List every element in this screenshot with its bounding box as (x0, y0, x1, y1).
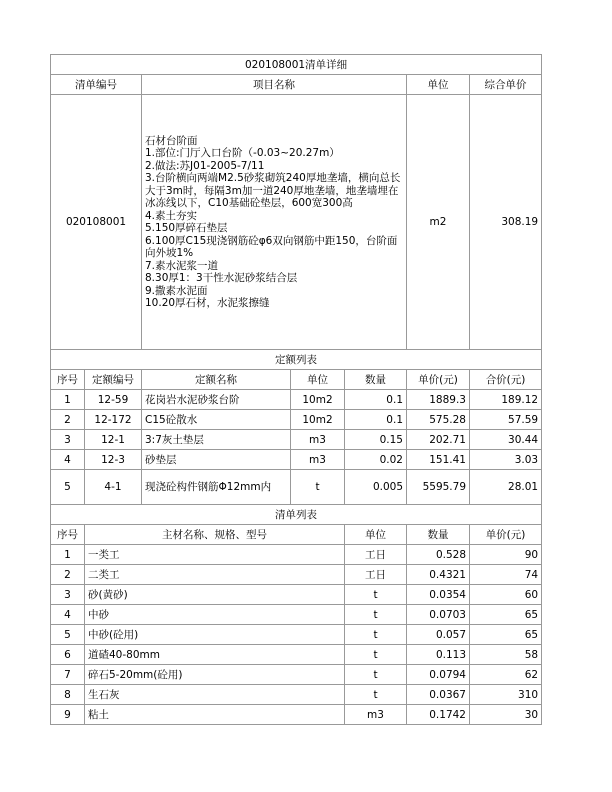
quota-cell: 花岗岩水泥砂浆台阶 (142, 390, 291, 410)
materials-header-row (51, 525, 542, 545)
table-row (51, 585, 542, 605)
materials-cell: 65 (470, 625, 542, 645)
header-row (51, 75, 542, 95)
table-row (51, 705, 542, 725)
materials-cell: 0.0703 (407, 605, 470, 625)
quota-cell: 1889.3 (407, 390, 470, 410)
table-row (51, 430, 542, 450)
quota-cell: 3 (51, 430, 85, 450)
item-description (142, 95, 407, 350)
quota-header-cell: 合价(元) (470, 370, 542, 390)
materials-cell: 58 (470, 645, 542, 665)
quota-cell: 57.59 (470, 410, 542, 430)
materials-cell: 中砂(砼用) (85, 625, 345, 645)
quota-cell: 0.1 (345, 390, 407, 410)
description-line: 10.20厚石材，水泥浆擦缝 (145, 297, 270, 309)
materials-cell: 2 (51, 565, 85, 585)
table-title: 020108001清单详细 (51, 55, 542, 75)
materials-cell: 道碴40-80mm (85, 645, 345, 665)
materials-cell: 0.113 (407, 645, 470, 665)
description-line: 石材台阶面 (145, 134, 198, 147)
materials-cell: 0.0367 (407, 685, 470, 705)
header-unit: 单位 (407, 75, 470, 95)
description-line: 2.做法:苏J01-2005-7/11 (145, 159, 265, 172)
quota-cell: 5 (51, 470, 85, 505)
table-row (51, 450, 542, 470)
materials-cell: 0.4321 (407, 565, 470, 585)
quota-cell: 28.01 (470, 470, 542, 505)
quota-cell: 30.44 (470, 430, 542, 450)
quota-cell: 151.41 (407, 450, 470, 470)
quota-cell: 10m2 (291, 410, 345, 430)
quota-cell: 189.12 (470, 390, 542, 410)
materials-cell: 工日 (345, 565, 407, 585)
table-row (51, 410, 542, 430)
materials-title-row (51, 505, 542, 525)
quota-header-cell: 单价(元) (407, 370, 470, 390)
quota-cell: t (291, 470, 345, 505)
materials-cell: t (345, 625, 407, 645)
header-price: 综合单价 (470, 75, 542, 95)
materials-cell: 8 (51, 685, 85, 705)
header-name: 项目名称 (142, 75, 407, 95)
quota-title-row (51, 350, 542, 370)
quota-cell: 5595.79 (407, 470, 470, 505)
materials-cell: 0.1742 (407, 705, 470, 725)
table-row (51, 685, 542, 705)
materials-cell: 7 (51, 665, 85, 685)
quota-section-title: 定额列表 (51, 350, 542, 370)
materials-header-cell: 单价(元) (470, 525, 542, 545)
materials-cell: 6 (51, 645, 85, 665)
materials-cell: t (345, 605, 407, 625)
quota-cell: 575.28 (407, 410, 470, 430)
materials-header-cell: 序号 (51, 525, 85, 545)
quota-cell: 砂垫层 (142, 450, 291, 470)
materials-cell: 工日 (345, 545, 407, 565)
materials-cell: 砂(黄砂) (85, 585, 345, 605)
table-row (51, 470, 542, 505)
item-price: 308.19 (470, 95, 542, 350)
description-line: 7.素水泥浆一道 (145, 259, 219, 272)
quota-cell: C15砼散水 (142, 410, 291, 430)
quota-cell: 0.1 (345, 410, 407, 430)
materials-header-cell: 单位 (345, 525, 407, 545)
quota-cell: 12-3 (85, 450, 142, 470)
materials-cell: t (345, 645, 407, 665)
quota-cell: 3.03 (470, 450, 542, 470)
quota-cell: 1 (51, 390, 85, 410)
quota-cell: 12-172 (85, 410, 142, 430)
quota-cell: m3 (291, 450, 345, 470)
item-row (51, 95, 542, 350)
description-line: 5.150厚碎石垫层 (145, 222, 228, 234)
materials-cell: 9 (51, 705, 85, 725)
table-row (51, 645, 542, 665)
materials-cell: 一类工 (85, 545, 345, 565)
quota-cell: 10m2 (291, 390, 345, 410)
materials-cell: 4 (51, 605, 85, 625)
table-row (51, 390, 542, 410)
table-row (51, 625, 542, 645)
materials-cell: 30 (470, 705, 542, 725)
materials-cell: m3 (345, 705, 407, 725)
materials-cell: 3 (51, 585, 85, 605)
materials-cell: 0.0794 (407, 665, 470, 685)
quota-cell: 4-1 (85, 470, 142, 505)
item-code: 020108001 (51, 95, 142, 350)
quota-header-cell: 定额名称 (142, 370, 291, 390)
quota-cell: 0.005 (345, 470, 407, 505)
materials-cell: 74 (470, 565, 542, 585)
description-line: 6.100厚C15现浇钢筋砼φ6双向钢筋中距150，台阶面向外坡1% (145, 234, 398, 259)
quota-cell: m3 (291, 430, 345, 450)
bill-detail-table (50, 54, 542, 725)
materials-header-cell: 数量 (407, 525, 470, 545)
quota-header-row (51, 370, 542, 390)
materials-cell: 0.057 (407, 625, 470, 645)
materials-header-cell: 主材名称、规格、型号 (85, 525, 345, 545)
materials-cell: t (345, 585, 407, 605)
quota-cell: 12-1 (85, 430, 142, 450)
description-line: 9.撒素水泥面 (145, 284, 208, 297)
description-line: 4.素土夯实 (145, 209, 198, 222)
description-line: 8.30厚1：3干性水泥砂浆结合层 (145, 272, 298, 284)
quota-cell: 202.71 (407, 430, 470, 450)
quota-cell: 0.02 (345, 450, 407, 470)
quota-header-cell: 序号 (51, 370, 85, 390)
materials-cell: 0.528 (407, 545, 470, 565)
materials-cell: 60 (470, 585, 542, 605)
materials-cell: 碎石5-20mm(砼用) (85, 665, 345, 685)
materials-cell: 0.0354 (407, 585, 470, 605)
title-row (51, 55, 542, 75)
quota-cell: 2 (51, 410, 85, 430)
materials-cell: 90 (470, 545, 542, 565)
materials-cell: 二类工 (85, 565, 345, 585)
materials-cell: 粘土 (85, 705, 345, 725)
materials-cell: 62 (470, 665, 542, 685)
materials-cell: 1 (51, 545, 85, 565)
quota-header-cell: 定额编号 (85, 370, 142, 390)
quota-cell: 3:7灰土垫层 (142, 430, 291, 450)
quota-cell: 4 (51, 450, 85, 470)
materials-cell: 310 (470, 685, 542, 705)
description-line: 3.台阶横向两端M2.5砂浆砌筑240厚地垄墙，横向总长大于3m时，每隔3m加一道240厚地垄墙，地垄墙埋在冰冻线以下，C10基础砼垫层，600宽300高 (145, 172, 401, 209)
table-row (51, 565, 542, 585)
table-row (51, 605, 542, 625)
materials-section-title: 清单列表 (51, 505, 542, 525)
quota-cell: 现浇砼构件钢筋Φ12mm内 (142, 470, 291, 505)
table-row (51, 665, 542, 685)
quota-cell: 0.15 (345, 430, 407, 450)
materials-cell: 中砂 (85, 605, 345, 625)
quota-header-cell: 单位 (291, 370, 345, 390)
materials-cell: 生石灰 (85, 685, 345, 705)
materials-cell: t (345, 685, 407, 705)
item-unit: m2 (407, 95, 470, 350)
materials-cell: 5 (51, 625, 85, 645)
table-row (51, 545, 542, 565)
quota-cell: 12-59 (85, 390, 142, 410)
description-line: 1.部位:门厅入口台阶（-0.03~20.27m） (145, 147, 340, 159)
quota-header-cell: 数量 (345, 370, 407, 390)
header-code: 清单编号 (51, 75, 142, 95)
materials-cell: t (345, 665, 407, 685)
materials-cell: 65 (470, 605, 542, 625)
